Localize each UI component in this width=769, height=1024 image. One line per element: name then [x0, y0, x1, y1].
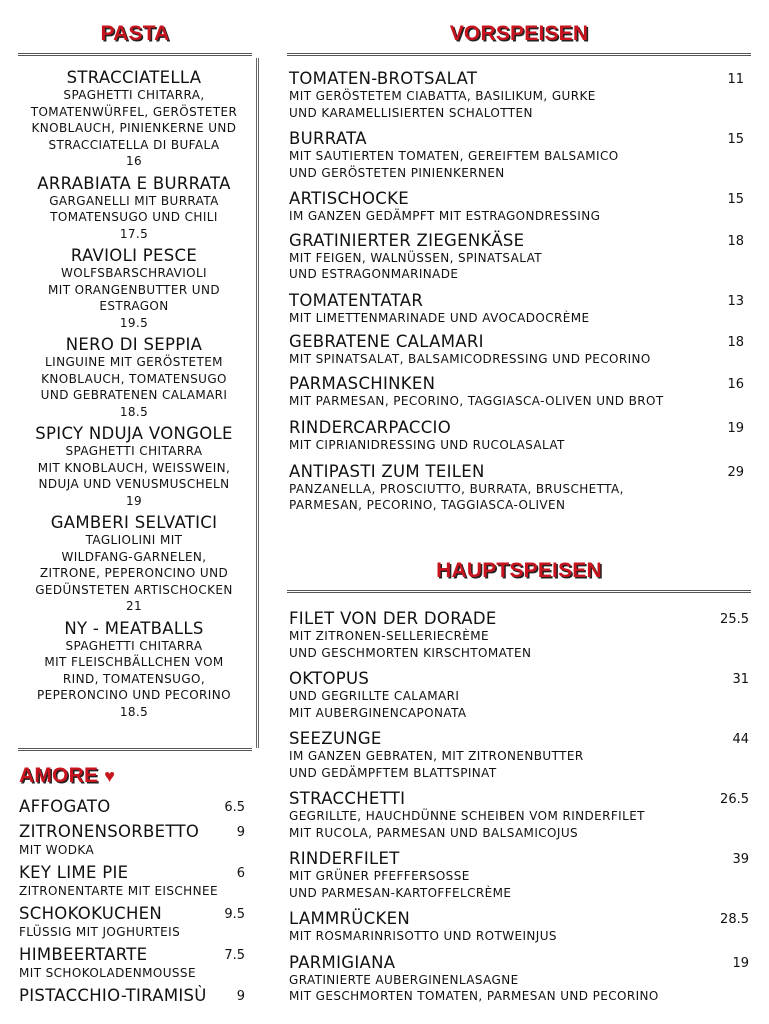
dish-name: PARMASCHINKEN — [289, 373, 436, 393]
dish-price: 11 — [727, 72, 744, 87]
pasta-column-divider — [256, 58, 259, 748]
dish-description: MIT FLEISCHBÄLLCHEN VOM — [44, 655, 224, 669]
dish-price: 19.5 — [119, 315, 149, 330]
dish-price: 29 — [727, 464, 744, 480]
dish-name: SPICY NDUJA VONGOLE — [35, 424, 233, 443]
hauptspeisen-list — [289, 609, 749, 1005]
dish-name: SEEZUNGE — [289, 729, 382, 748]
pasta-bottom-rule — [18, 748, 252, 751]
dish-description: MIT ROSMARINRISOTTO UND ROTWEINJUS — [289, 929, 557, 943]
dish-description: RIND, TOMATENSUGO, — [62, 671, 206, 686]
dish-name: GEBRATENE CALAMARI — [289, 332, 484, 351]
dish-price: 16 — [727, 376, 744, 392]
dish-price: 44 — [732, 732, 749, 747]
dish-price: 17.5 — [119, 226, 149, 241]
dish-description: MIT WODKA — [19, 843, 95, 857]
vorspeisen-top-rule — [287, 53, 751, 56]
dish-description: PEPERONCINO UND PECORINO — [37, 688, 231, 702]
dish-description: MIT GESCHMORTEN TOMATEN, PARMESAN UND PECORINO — [289, 989, 659, 1003]
menu-item — [19, 863, 247, 899]
dish-name: RINDERFILET — [289, 849, 400, 868]
dish-price: 18 — [727, 233, 744, 249]
menu-item — [19, 904, 247, 940]
menu-item — [289, 418, 749, 454]
dish-description: MIT GRÜNER PFEFFERSOSSE — [289, 869, 470, 883]
dish-description: MIT CIPRIANIDRESSING UND RUCOLASALAT — [289, 438, 565, 452]
dish-description: KNOBLAUCH, TOMATENSUGO — [41, 371, 227, 386]
menu-item — [18, 68, 250, 170]
dish-name: GAMBERI SELVATICI — [50, 513, 218, 532]
dish-description: MIT GERÖSTETEM CIABATTA, BASILIKUM, GURKE — [289, 89, 596, 103]
heart-icon: ♥ — [104, 766, 116, 786]
dish-description: ESTRAGON — [99, 299, 169, 313]
dish-price: 28.5 — [720, 912, 749, 927]
vorspeisen-list — [289, 69, 749, 514]
pasta-list — [18, 68, 250, 724]
dish-description: MIT AUBERGINENCAPONATA — [289, 705, 467, 720]
menu-item — [289, 332, 749, 368]
dish-description: PARMESAN, PECORINO, TAGGIASCA-OLIVEN — [289, 498, 566, 512]
dish-description: MIT RUCOLA, PARMESAN UND BALSAMICOJUS — [289, 825, 579, 840]
dish-description: KNOBLAUCH, PINIENKERNE UND — [31, 121, 237, 135]
dish-description: NDUJA UND VENUSMUSCHELN — [38, 477, 230, 491]
dish-description: ZITRONE, PEPERONCINO UND — [39, 566, 229, 580]
dish-price: 18.5 — [119, 704, 149, 719]
dish-name: KEY LIME PIE — [19, 863, 129, 882]
dish-name: ARTISCHOCKE — [289, 189, 409, 208]
dish-description: GARGANELLI MIT BURRATA — [49, 193, 219, 208]
menu-item — [19, 822, 247, 858]
dish-description: SPAGHETTI CHITARRA, — [63, 88, 205, 102]
pasta-heading: PASTA — [100, 22, 170, 45]
menu-item — [289, 291, 749, 327]
menu-item — [289, 909, 749, 945]
dish-description: SPAGHETTI CHITARRA — [65, 444, 203, 458]
pasta-top-rule — [18, 53, 252, 56]
dish-price: 6 — [236, 866, 245, 881]
menu-item — [289, 69, 749, 121]
dish-description: UND GEGRILLTE CALAMARI — [289, 689, 460, 703]
dish-description: PANZANELLA, PROSCIUTTO, BURRATA, BRUSCHETTA, — [289, 481, 624, 496]
dish-price: 19 — [125, 493, 143, 508]
dish-description: UND GESCHMORTEN KIRSCHTOMATEN — [289, 645, 532, 660]
dish-price: 19 — [727, 421, 744, 436]
dish-price: 26.5 — [720, 792, 749, 807]
dish-price: 15 — [727, 132, 744, 147]
menu-item — [289, 231, 749, 283]
menu-item — [289, 849, 749, 901]
dish-price: 16 — [125, 154, 143, 168]
dish-name: RAVIOLI PESCE — [70, 246, 198, 265]
dish-name: RINDERCARPACCIO — [289, 418, 452, 437]
menu-item — [289, 669, 749, 721]
menu-item — [18, 424, 250, 509]
menu-item — [289, 729, 749, 781]
dish-description: MIT SCHOKOLADENMOUSSE — [19, 966, 196, 980]
dish-name: STRACCHETTI — [289, 789, 406, 808]
dish-name: BURRATA — [289, 129, 367, 148]
menu-item — [18, 513, 250, 615]
dish-description: WOLFSBARSCHRAVIOLI — [60, 266, 207, 280]
menu-item — [289, 462, 749, 514]
dish-name: PISTACCHIO-TIRAMISÙ — [19, 986, 207, 1005]
menu-item — [289, 609, 749, 661]
dish-name: PARMIGIANA — [289, 952, 396, 972]
dish-description: SPAGHETTI CHITARRA — [65, 638, 203, 653]
dish-description: MIT SAUTIERTEN TOMATEN, GEREIFTEM BALSAMICO — [289, 149, 619, 163]
dish-description: LINGUINE MIT GERÖSTETEM — [45, 355, 223, 369]
dish-price: 39 — [732, 852, 749, 867]
dish-description: IM GANZEN GEBRATEN, MIT ZITRONENBUTTER — [289, 749, 584, 763]
dish-description: GEGRILLTE, HAUCHDÜNNE SCHEIBEN VOM RINDERFILET — [289, 809, 645, 823]
dish-description: GEDÜNSTETEN ARTISCHOCKEN — [35, 582, 233, 597]
amore-title: AMORE — [19, 764, 99, 787]
dish-price: 19 — [732, 955, 749, 971]
menu-item — [19, 797, 247, 817]
dish-description: MIT ZITRONEN-SELLERIECRÈME — [289, 629, 490, 643]
dish-description: WILDFANG-GARNELEN, — [61, 549, 207, 564]
menu-item — [19, 986, 247, 1006]
dish-description: UND GEBRATENEN CALAMARI — [40, 388, 228, 402]
dish-description: TOMATENSUGO UND CHILI — [50, 210, 218, 224]
dish-price: 7.5 — [224, 948, 245, 963]
dish-description: MIT ORANGENBUTTER UND — [48, 282, 220, 297]
dish-price: 18.5 — [119, 404, 149, 419]
dish-name: ARRABIATA E BURRATA — [37, 173, 231, 193]
dish-description: IM GANZEN GEDÄMPFT MIT ESTRAGONDRESSING — [289, 209, 601, 223]
amore-list — [19, 797, 247, 1011]
dish-price: 31 — [732, 672, 749, 687]
dish-name: GRATINIERTER ZIEGENKÄSE — [289, 230, 525, 250]
vorspeisen-heading: VORSPEISEN — [449, 22, 589, 45]
dish-description: FLÜSSIG MIT JOGHURTEIS — [19, 925, 181, 939]
hauptspeisen-top-rule — [287, 590, 751, 593]
dish-description: MIT PARMESAN, PECORINO, TAGGIASCA-OLIVEN UND BROT — [289, 393, 664, 408]
dish-name: TOMATEN-BROTSALAT — [289, 69, 478, 88]
menu-item — [289, 129, 749, 181]
dish-name: NERO DI SEPPIA — [65, 335, 203, 354]
dish-price: 13 — [727, 293, 744, 309]
dish-name: HIMBEERTARTE — [19, 945, 148, 964]
dish-name: SCHOKOKUCHEN — [19, 904, 163, 923]
dish-description: STRACCIATELLA DI BUFALA — [48, 137, 220, 152]
dish-description: TAGLIOLINI MIT — [85, 533, 183, 547]
menu-item — [18, 619, 250, 721]
dish-description: ZITRONENTARTE MIT EISCHNEE — [19, 884, 218, 898]
dish-price: 25.5 — [720, 612, 749, 627]
dish-description: UND GEDÄMPFTEM BLATTSPINAT — [289, 765, 497, 780]
dish-description: UND GERÖSTETEN PINIENKERNEN — [289, 165, 505, 180]
dish-description: MIT FEIGEN, WALNÜSSEN, SPINATSALAT — [289, 250, 543, 265]
menu-item — [19, 945, 247, 981]
amore-heading — [19, 764, 115, 788]
dish-price: 9 — [236, 989, 245, 1004]
dish-description: UND KARAMELLISIERTEN SCHALOTTEN — [289, 105, 533, 120]
dish-name: OKTOPUS — [289, 669, 370, 688]
dish-name: STRACCIATELLA — [66, 68, 202, 87]
dish-description: TOMATENWÜRFEL, GERÖSTETER — [30, 104, 238, 119]
dish-name: LAMMRÜCKEN — [289, 909, 410, 928]
menu-item — [289, 189, 749, 225]
dish-name: ZITRONENSORBETTO — [19, 822, 200, 841]
dish-description: MIT SPINATSALAT, BALSAMICODRESSING UND PECORINO — [289, 352, 651, 366]
menu-item — [289, 789, 749, 841]
menu-item — [18, 335, 250, 420]
dish-name: TOMATENTATAR — [289, 290, 424, 310]
dish-description: UND ESTRAGONMARINADE — [289, 267, 459, 281]
dish-description: GRATINIERTE AUBERGINENLASAGNE — [289, 972, 519, 987]
dish-price: 9.5 — [224, 907, 245, 922]
dish-price: 6.5 — [224, 800, 245, 815]
dish-name: FILET VON DER DORADE — [289, 609, 497, 628]
dish-name: NY - MEATBALLS — [64, 618, 204, 638]
dish-description: MIT LIMETTENMARINADE UND AVOCADOCRÈME — [289, 310, 590, 325]
menu-item — [18, 174, 250, 243]
dish-price: 18 — [727, 335, 744, 350]
dish-price: 15 — [727, 192, 744, 207]
dish-description: UND PARMESAN-KARTOFFELCRÈME — [289, 885, 512, 900]
menu-item — [289, 953, 749, 1005]
dish-name: AFFOGATO — [19, 797, 111, 816]
menu-item — [18, 246, 250, 331]
dish-description: MIT KNOBLAUCH, WEISSWEIN, — [37, 460, 231, 475]
dish-price: 21 — [125, 599, 143, 613]
hauptspeisen-heading: HAUPTSPEISEN — [436, 559, 602, 582]
dish-price: 9 — [236, 825, 245, 840]
dish-name: ANTIPASTI ZUM TEILEN — [289, 461, 485, 481]
menu-item — [289, 374, 749, 410]
